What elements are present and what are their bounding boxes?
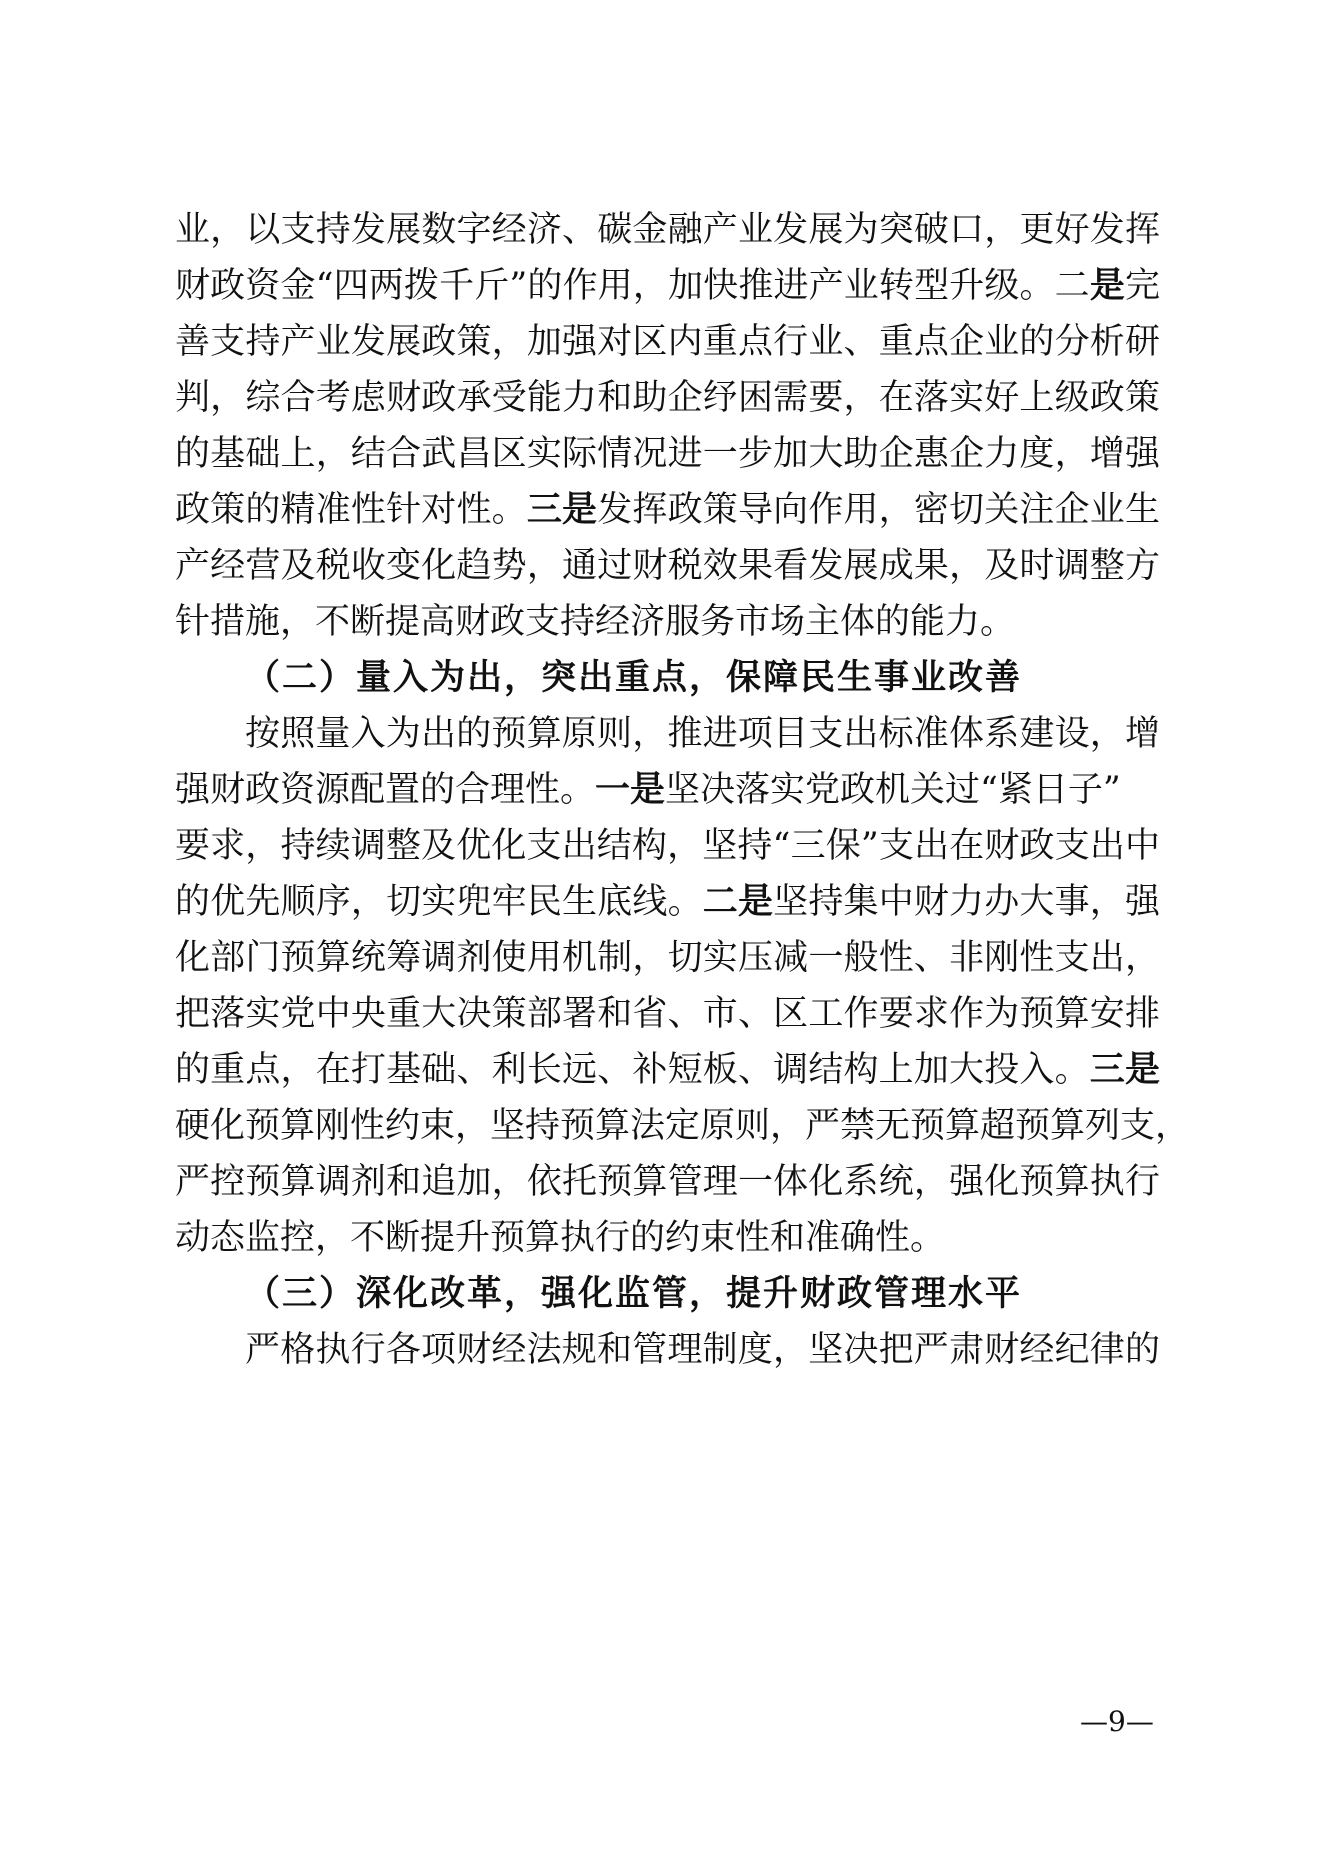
text-segment: 硬化预算刚性约束，坚持预算法定原则，严禁无预算超预算列支， [175, 1106, 1191, 1146]
text-line [175, 488, 1160, 532]
emphasis-marker: 三是 [1089, 1050, 1160, 1090]
text-segment: 业，以支持发展数字经济、碳金融产业发展为突破口，更好发挥 [175, 210, 1160, 250]
text-segment: 政策的精准性针对性。 [175, 490, 527, 530]
text-line [175, 1048, 1160, 1092]
text-segment: 的优先顺序，切实兜牢民生底线。 [175, 882, 703, 922]
text-segment: 坚决落实党政机关过“紧日子” [665, 770, 1121, 810]
text-segment: 把落实党中央重大决策部署和省、市、区工作要求作为预算安排 [175, 994, 1160, 1034]
text-line [175, 1104, 1191, 1148]
section-heading [245, 656, 1160, 700]
emphasis-marker: 一是 [595, 770, 666, 810]
text-segment: 强财政资源配置的合理性。 [175, 770, 596, 810]
text-line [175, 376, 1160, 420]
text-line [175, 880, 1160, 924]
text-segment: 发挥政策导向作用，密切关注企业生 [597, 490, 1160, 530]
text-line [245, 1328, 1160, 1372]
emphasis-marker: 是 [1089, 266, 1125, 306]
text-segment: 动态监控，不断提升预算执行的约束性和准确性。 [175, 1218, 946, 1258]
text-line [175, 936, 1160, 980]
text-segment: 善支持产业发展政策，加强对区内重点行业、重点企业的分析研 [175, 322, 1160, 362]
text-line [175, 264, 1160, 308]
text-segment: 严控预算调剂和追加，依托预算管理一体化系统，强化预算执行 [175, 1162, 1160, 1202]
text-segment: 坚持集中财力办大事，强 [773, 882, 1160, 922]
text-segment: 的重点，在打基础、利长远、补短板、调结构上加大投入。 [175, 1050, 1090, 1090]
text-line [245, 712, 1160, 756]
emphasis-marker: 三是 [526, 490, 598, 530]
text-segment: 的基础上，结合武昌区实际情况进一步加大助企惠企力度，增强 [175, 434, 1160, 474]
text-line [175, 992, 1160, 1036]
emphasis-marker: 二是 [702, 882, 774, 922]
text-segment: 财政资金“四两拨千斤”的作用，加快推进产业转型升级。二 [175, 266, 1090, 306]
text-line [175, 768, 1160, 812]
text-line [175, 824, 1160, 868]
text-line [175, 1160, 1160, 1204]
text-line [175, 600, 1160, 644]
text-segment: （三）深化改革，强化监管，提升财政管理水平 [245, 1274, 1023, 1314]
section-heading [245, 1272, 1160, 1316]
text-line [175, 432, 1160, 476]
page-number: —9— [1080, 1705, 1154, 1738]
text-line [175, 208, 1160, 252]
text-line [175, 320, 1160, 364]
text-segment: （二）量入为出，突出重点，保障民生事业改善 [245, 658, 1023, 698]
text-segment: 严格执行各项财经法规和管理制度，坚决把严肃财经纪律的 [245, 1330, 1160, 1370]
text-segment: 判，综合考虑财政承受能力和助企纾困需要，在落实好上级政策 [175, 378, 1160, 418]
text-segment: 完 [1124, 266, 1160, 306]
text-segment: 要求，持续调整及优化支出结构，坚持“三保”支出在财政支出中 [175, 826, 1160, 866]
text-segment: 化部门预算统筹调剂使用机制，切实压减一般性、非刚性支出， [175, 938, 1160, 978]
text-line [175, 544, 1160, 588]
text-segment: 按照量入为出的预算原则，推进项目支出标准体系建设，增 [245, 714, 1160, 754]
text-line [175, 1216, 1160, 1260]
text-segment: 产经营及税收变化趋势，通过财税效果看发展成果，及时调整方 [175, 546, 1160, 586]
text-segment: 针措施，不断提高财政支持经济服务市场主体的能力。 [175, 602, 1016, 642]
